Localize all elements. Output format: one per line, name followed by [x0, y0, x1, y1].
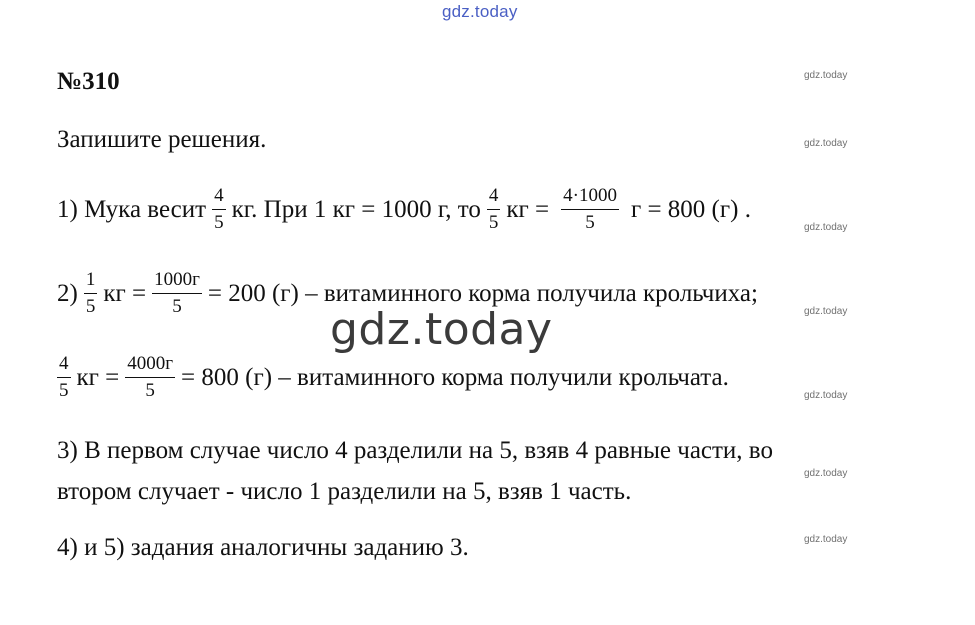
side-watermark: gdz.today: [804, 306, 848, 317]
line1-tail: г = 800 (г) .: [630, 195, 751, 223]
fraction: [487, 186, 501, 234]
line2-middle: кг =: [103, 279, 147, 307]
instruction-text: [57, 126, 266, 154]
side-watermark: gdz.today: [804, 390, 848, 401]
line1-prefix: 1) Мука весит: [57, 195, 207, 223]
fraction-numerator: 4·1000: [563, 185, 617, 206]
fraction: [212, 186, 226, 234]
fraction: [125, 354, 175, 402]
instruction-label: Запишите решения.: [57, 126, 267, 153]
line3-tail: = 800 (г) – витаминного корма получили крольчата.: [181, 363, 729, 391]
solution-line-4b: [57, 478, 631, 506]
line1-middle-1: кг. При 1 кг = 1000 г, то: [231, 195, 481, 223]
fraction-numerator: 4: [214, 185, 224, 206]
fraction-denominator: 5: [172, 295, 182, 317]
side-watermark: gdz.today: [804, 138, 848, 149]
solution-line-4a: [57, 437, 773, 465]
fraction-numerator: 1000г: [154, 269, 200, 290]
fraction-numerator: 4000г: [127, 353, 174, 374]
line4b-text: втором случает - число 1 разделили на 5, взяв 1 часть.: [57, 478, 632, 505]
side-watermark: gdz.today: [804, 534, 848, 545]
line2-prefix: 2): [57, 279, 78, 307]
fraction-denominator: 5: [488, 211, 499, 233]
problem-number: №310: [57, 68, 120, 95]
fraction-denominator: 5: [145, 379, 155, 401]
side-watermark: gdz.today: [804, 70, 848, 81]
center-watermark: gdz.today: [330, 304, 553, 355]
side-watermark: gdz.today: [804, 222, 848, 233]
fraction: [152, 270, 202, 318]
line4a-text: 3) В первом случае число 4 разделили на 5, взяв 4 равные части, во: [57, 437, 773, 464]
fraction: [57, 354, 71, 402]
fraction: [84, 270, 98, 318]
line3-middle: кг =: [76, 363, 120, 391]
fraction-denominator: 5: [85, 295, 96, 317]
fraction-denominator: 5: [214, 211, 224, 233]
fraction-numerator: 1: [85, 269, 96, 290]
fraction-denominator: 5: [59, 379, 69, 401]
fraction: [561, 186, 619, 234]
line1-middle-2: кг =: [506, 195, 550, 223]
line5-text: 4) и 5) задания аналогичны заданию 3.: [57, 534, 469, 561]
line2-tail: = 200 (г) – витаминного корма получила крольчиха;: [207, 279, 758, 307]
side-watermark: gdz.today: [804, 468, 848, 479]
solution-line-3: [57, 354, 729, 402]
solution-line-5: [57, 534, 469, 562]
top-watermark: gdz.today: [442, 2, 518, 21]
fraction-denominator: 5: [585, 211, 595, 233]
fraction-numerator: 4: [59, 353, 69, 374]
solution-line-1: [57, 186, 751, 234]
fraction-numerator: 4: [488, 185, 499, 206]
